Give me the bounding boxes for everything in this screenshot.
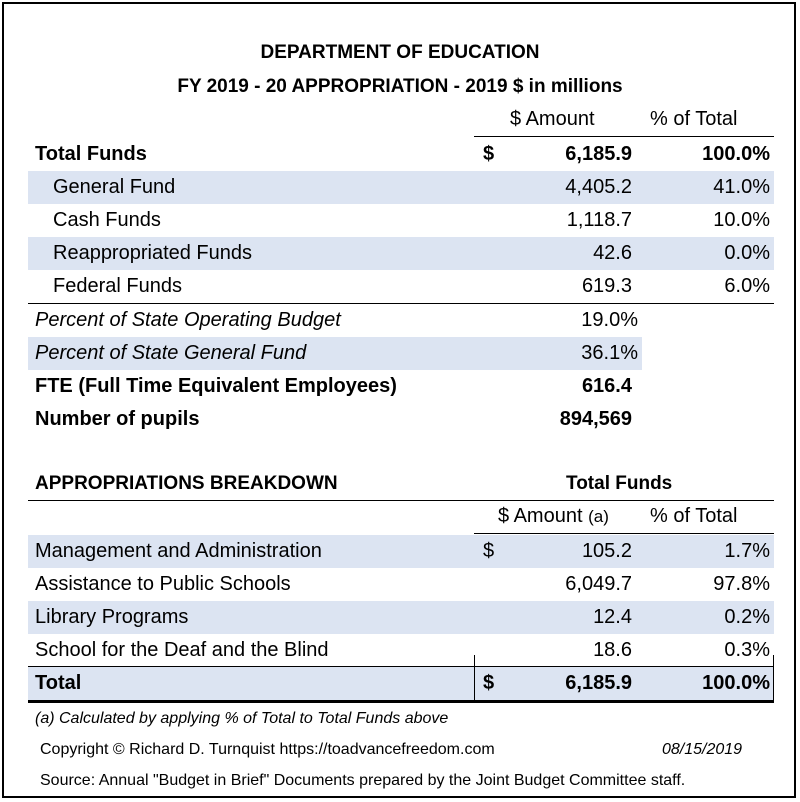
table-row-pct-general-fund [28,337,642,370]
row-amount: 1,118.7 [566,209,632,231]
row-pct: 6.0% [724,275,770,297]
table-row-assistance [28,568,774,601]
source-note: Source: Annual "Budget in Brief" Documents prepared by the Joint Budget Committee staff. [40,772,686,789]
amount-column-header: $ Amount [510,108,595,130]
row-label: School for the Deaf and the Blind [35,639,329,661]
page-title: DEPARTMENT OF EDUCATION [260,42,540,63]
total-box-left-border [474,655,475,700]
table-row-fte [28,370,774,403]
row-pct: 97.8% [713,573,770,595]
row-dollar-sign: $ [483,540,495,562]
row-label: General Fund [53,176,176,198]
row-amount: 6,049.7 [565,573,632,595]
row-amount: 18.6 [593,639,632,661]
header-underline [474,136,774,137]
table-row-reappropriated-funds [28,237,774,270]
row-amount: 4,405.2 [565,176,632,198]
row-label: Cash Funds [53,209,161,231]
row-label: Percent of State Operating Budget [35,309,341,331]
row-amount: 6,185.9 [565,143,632,165]
row-label: Assistance to Public Schools [35,573,291,595]
row-amount: 19.0% [581,309,638,331]
breakdown-pct-header: % of Total [650,505,738,527]
row-dollar-sign: $ [483,672,495,694]
footnote: (a) Calculated by applying % of Total to Total Funds above [35,710,449,727]
row-pct: 0.0% [724,242,770,264]
amount-header-note: (a) [588,507,609,526]
table-row-total [28,667,774,700]
table-row-number-of-pupils [28,403,774,436]
page-subtitle: FY 2019 - 20 APPROPRIATION - 2019 $ in millions [177,76,623,97]
total-box-right-border [773,655,774,700]
row-label: Total Funds [35,143,147,165]
row-label: Percent of State General Fund [35,342,307,364]
table-row-management [28,535,774,568]
document-date: 08/15/2019 [662,741,743,758]
row-label: Management and Administration [35,540,322,562]
row-pct: 0.2% [724,606,770,628]
row-pct: 10.0% [713,209,770,231]
row-amount: 36.1% [581,342,638,364]
pct-column-header: % of Total [650,108,738,130]
table-row-deaf-blind [28,634,774,667]
row-amount: 6,185.9 [565,672,632,694]
copyright: Copyright © Richard D. Turnquist https://toadvancefreedom.com [40,741,495,758]
breakdown-heading: APPROPRIATIONS BREAKDOWN [35,473,338,494]
row-amount: 619.3 [581,275,632,297]
row-pct: 1.7% [724,540,770,562]
row-pct: 0.3% [724,639,770,661]
row-amount: 616.4 [581,375,632,397]
total-funds-heading: Total Funds [566,473,673,494]
row-pct: 100.0% [702,143,770,165]
row-pct: 100.0% [702,672,770,694]
breakdown-heading-underline [28,500,774,501]
table-row-pct-operating-budget [28,304,642,337]
row-amount: 105.2 [581,540,632,562]
table-row-general-fund [28,171,774,204]
row-dollar-sign: $ [483,143,495,165]
breakdown-amount-header [498,505,609,528]
amount-header-label: $ Amount [498,505,583,527]
table-row-total-funds [28,138,774,171]
table-row-federal-funds [28,270,774,303]
breakdown-header-underline [474,533,774,534]
row-amount: 42.6 [593,242,632,264]
row-label: Total [35,672,82,694]
row-amount: 894,569 [559,408,632,430]
row-pct: 41.0% [713,176,770,198]
row-label: FTE (Full Time Equivalent Employees) [35,375,397,397]
row-label: Number of pupils [35,408,200,430]
row-label: Library Programs [35,606,189,628]
row-label: Federal Funds [53,275,182,297]
row-amount: 12.4 [593,606,632,628]
row-label: Reappropriated Funds [53,242,253,264]
total-divider-bottom [28,700,774,703]
table-row-library [28,601,774,634]
table-row-cash-funds [28,204,774,237]
